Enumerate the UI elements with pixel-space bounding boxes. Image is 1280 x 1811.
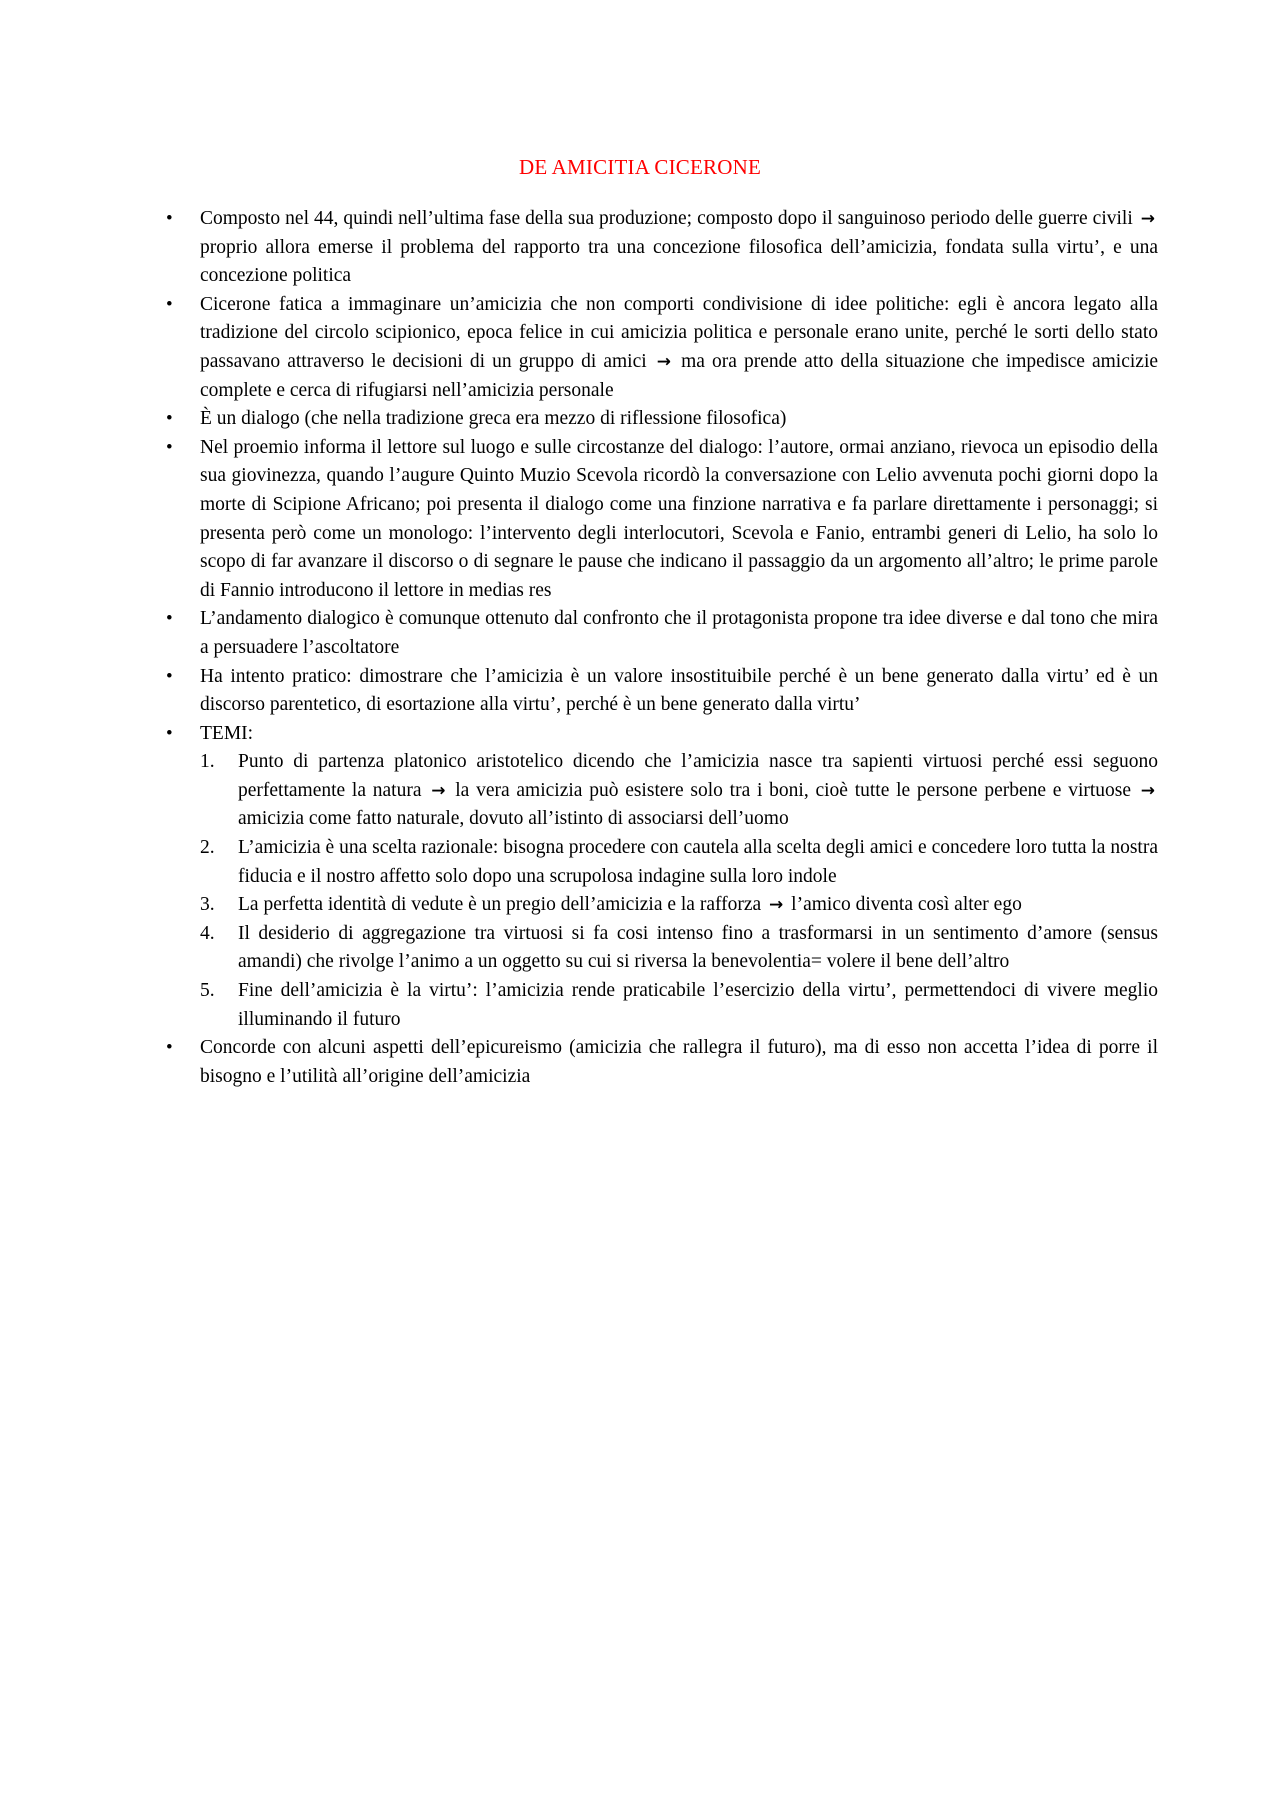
theme-text: Il desiderio di aggregazione tra virtuosi si fa cosi intenso fino a trasformarsi in un sentimento d’amore (sensus amandi) che rivolge l’animo a un oggetto su cui si riversa la benevolentia= volere il bene dell’altro bbox=[238, 922, 1158, 973]
list-item-text: ma ora prende atto della situazione che impedisce amicizie complete e cerca di rifugiarsi nell’amicizia personale bbox=[200, 350, 1159, 401]
list-item-text: proprio allora emerse il problema del rapporto tra una concezione filosofica dell’amicizia, fondata sulla virtu’, e una concezione politica bbox=[200, 236, 1158, 287]
list-item bbox=[166, 291, 1159, 405]
list-item-text: Concorde con alcuni aspetti dell’epicureismo (amicizia che rallegra il futuro), ma di esso non accetta l’idea di porre il bisogno e l’utilità all’origine dell’amicizia bbox=[200, 1037, 1158, 1087]
theme-text: Punto di partenza platonico aristotelico dicendo che l’amicizia nasce tra sapienti virtuosi perché essi seguono perfettamente la natura bbox=[238, 751, 1158, 801]
list-item-themes bbox=[166, 720, 1158, 1035]
list-item bbox=[166, 663, 1158, 720]
list-item-text: Composto nel 44, quindi nell’ultima fase della sua produzione; composto dopo il sanguinoso periodo delle guerre civili bbox=[200, 208, 1133, 229]
themes-heading: TEMI: bbox=[200, 722, 254, 744]
theme-item bbox=[200, 891, 1158, 920]
document-body bbox=[166, 205, 1159, 1091]
bullet-icon: • bbox=[166, 722, 173, 744]
theme-number: 3. bbox=[200, 894, 215, 916]
theme-text: l’amico diventa così alter ego bbox=[791, 894, 1022, 916]
theme-item bbox=[200, 920, 1158, 977]
arrow-right-icon: → bbox=[431, 780, 446, 801]
bullet-icon: • bbox=[166, 665, 173, 687]
list-item bbox=[166, 405, 1158, 434]
list-item-text: L’andamento dialogico è comunque ottenuto dal confronto che il protagonista propone tra idee diverse e dal tono che mira a persuadere l’ascoltatore bbox=[200, 608, 1158, 658]
bullet-icon: • bbox=[166, 208, 173, 229]
arrow-right-icon: → bbox=[769, 895, 784, 916]
list-item-text: Cicerone fatica a immaginare un’amicizia che non comporti condivisione di idee politiche: egli è ancora legato alla tradizione del circolo scipionico, epoca felice in cui amicizia politica e personale erano unite, perché le sorti dello stato passavano attraverso le decisioni di un gruppo di amici bbox=[200, 293, 1158, 372]
theme-number: 2. bbox=[200, 837, 215, 859]
themes-list bbox=[200, 748, 1158, 1034]
list-item-text: Nel proemio informa il lettore sul luogo e sulle circostanze del dialogo: l’autore, ormai anziano, rievoca un episodio della sua giovinezza, quando l’augure Quinto Muzio Scevola ricordò la conversazione con Lelio avvenuta pochi giorni dopo la morte di Scipione Africano; poi presenta il dialogo come una finzione narrativa e fa parlare direttamente i personaggi; si presenta però come un monologo: l’intervento degli interlocutori, Scevola e Fanio, entrambi generi di Lelio, ha solo lo scopo di far avanzare il discorso o di segnare le pause che indicano il passaggio da un argomento all’altro; le prime parole di Fannio introducono il lettore in medias res bbox=[200, 436, 1158, 601]
list-item-text: È un dialogo (che nella tradizione greca era mezzo di riflessione filosofica) bbox=[200, 408, 787, 430]
theme-text: la vera amicizia può esistere solo tra i boni, cioè tutte le persone perbene e virtuose bbox=[455, 779, 1132, 801]
list-item-text: Ha intento pratico: dimostrare che l’amicizia è un valore insostituibile perché è un bene generato dalla virtu’ ed è un discorso parentetico, di esortazione alla virtu’, perché è un bene generato dalla virtu’ bbox=[200, 665, 1158, 716]
theme-number: 1. bbox=[200, 751, 215, 773]
bullet-list bbox=[166, 205, 1159, 1091]
list-item bbox=[166, 605, 1158, 662]
arrow-right-icon: → bbox=[1140, 780, 1156, 801]
list-item bbox=[166, 205, 1158, 291]
arrow-right-icon: → bbox=[1140, 209, 1156, 229]
arrow-right-icon: → bbox=[656, 351, 672, 372]
list-item bbox=[166, 434, 1158, 606]
bullet-icon: • bbox=[166, 408, 173, 430]
theme-text: amicizia come fatto naturale, dovuto all’istinto di associarsi dell’uomo bbox=[238, 808, 789, 830]
theme-number: 4. bbox=[200, 922, 215, 944]
theme-item bbox=[200, 748, 1158, 834]
bullet-icon: • bbox=[166, 293, 173, 315]
theme-text: Fine dell’amicizia è la virtu’: l’amicizia rende praticabile l’esercizio della virtu’, permettendoci di vivere meglio illuminando il futuro bbox=[238, 980, 1158, 1030]
bullet-icon: • bbox=[166, 1037, 173, 1059]
theme-text: L’amicizia è una scelta razionale: bisogna procedere con cautela alla scelta degli amici e concedere loro tutta la nostra fiducia e il nostro affetto solo dopo una scrupolosa indagine sulla loro indole bbox=[238, 837, 1158, 887]
document-title: DE AMICITIA CICERONE bbox=[519, 155, 761, 179]
theme-item bbox=[200, 977, 1158, 1034]
bullet-icon: • bbox=[166, 608, 173, 630]
theme-text: La perfetta identità di vedute è un pregio dell’amicizia e la rafforza bbox=[238, 894, 762, 916]
bullet-icon: • bbox=[166, 436, 173, 458]
theme-item bbox=[200, 834, 1158, 891]
theme-number: 5. bbox=[200, 980, 215, 1002]
list-item bbox=[166, 1034, 1158, 1091]
